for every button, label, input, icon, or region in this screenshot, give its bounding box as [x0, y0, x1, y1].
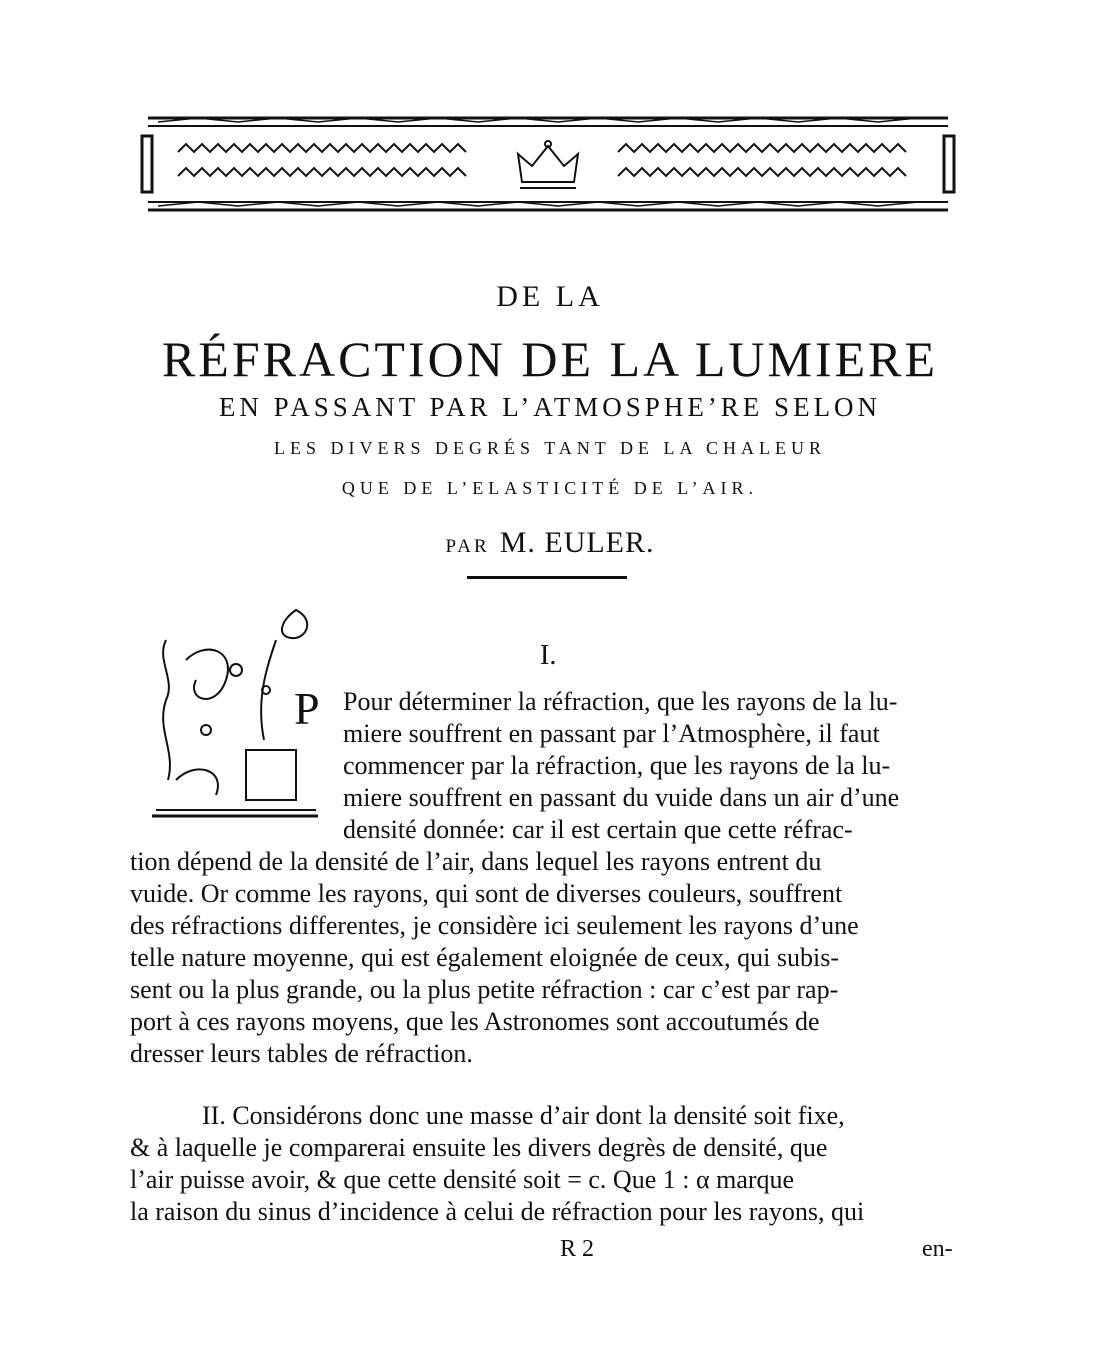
- text-line: Pour déterminer la réfraction, que les rayons de la lu-: [343, 687, 898, 716]
- paragraph-1-body: [130, 846, 960, 1070]
- decorated-initial-icon: [146, 600, 324, 822]
- text-line: miere souffrent en passant du vuide dans un air d’une: [343, 783, 900, 812]
- text-line: dresser leurs tables de réfraction.: [130, 1039, 473, 1068]
- text-line: II. Considérons donc une masse d’air dont la densité soit fixe,: [202, 1101, 845, 1130]
- title-rule: [467, 576, 627, 579]
- text-line: & à laquelle je comparerai ensuite les divers degrès de densité, que: [130, 1133, 828, 1162]
- text-line: tion dépend de la densité de l’air, dans lequel les rayons entrent du: [130, 847, 822, 876]
- text-line: commencer par la réfraction, que les rayons de la lu-: [343, 751, 891, 780]
- text-line: des réfractions differentes, je considère ici seulement les rayons d’une: [130, 911, 859, 940]
- text-line: densité donnée: car il est certain que cette réfrac-: [343, 815, 853, 844]
- text-line: port à ces rayons moyens, que les Astronomes sont accoutumés de: [130, 1007, 820, 1036]
- catchword: en-: [922, 1236, 953, 1262]
- title-main: RÉFRACTION DE LA LUMIERE: [161, 331, 939, 387]
- crown-icon: [518, 141, 578, 188]
- title-subline-1: EN PASSANT PAR L’ATMOSPHE’RE SELON: [218, 392, 882, 422]
- text-line: miere souffrent en passant par l’Atmosphère, il faut: [343, 719, 880, 748]
- text-line: vuide. Or comme les rayons, qui sont de diverses couleurs, souffrent: [130, 879, 843, 908]
- author-name: M. EULER.: [499, 526, 655, 559]
- paragraph-1-lead: [343, 686, 960, 846]
- title-line-de-la: DE LA: [496, 280, 604, 313]
- author-line: [130, 526, 970, 560]
- svg-text:P: P: [294, 683, 320, 734]
- title-subline-2: LES DIVERS DEGRÉS TANT DE LA CHALEUR: [274, 438, 826, 458]
- text-line: sent ou la plus grande, ou la plus petite réfraction : car c’est par rap-: [130, 975, 839, 1004]
- section-numeral-1: I.: [540, 640, 557, 671]
- author-prefix: PAR: [445, 536, 490, 557]
- text-line: l’air puisse avoir, & que cette densité soit = c. Que 1 : α marque: [130, 1165, 795, 1194]
- paragraph-2: [130, 1100, 960, 1228]
- title-subline-3: QUE DE L’ELASTICITÉ DE L’AIR.: [341, 478, 759, 498]
- signature-mark: R 2: [560, 1236, 595, 1262]
- text-line: telle nature moyenne, qui est également eloignée de ceux, qui subis-: [130, 943, 839, 972]
- ornamental-headpiece: [138, 108, 958, 220]
- text-line: la raison du sinus d’incidence à celui de réfraction pour les rayons, qui: [130, 1197, 865, 1226]
